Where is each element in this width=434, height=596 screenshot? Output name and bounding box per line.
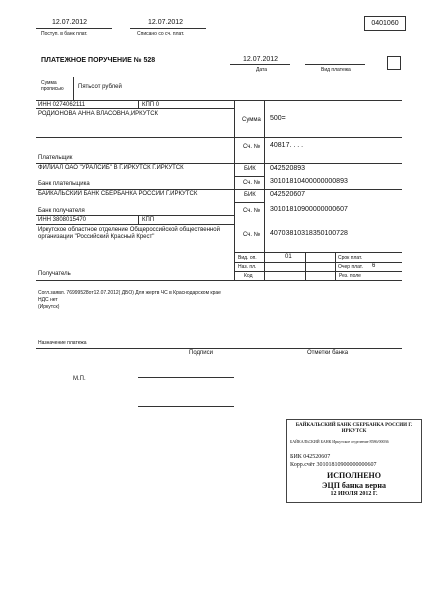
payee-bank-bik-label: БИК (244, 192, 256, 198)
stamp-status: ИСПОЛНЕНО (326, 471, 381, 480)
grid-line-6 (36, 215, 234, 216)
debited-date: 12.07.2012 (148, 19, 184, 26)
stamp-ecp: ЭЦП банка верна (322, 481, 386, 490)
grid-vline-left (234, 100, 235, 280)
received-date-line (36, 28, 112, 29)
purpose-code-label: Наз. пл. (238, 264, 257, 270)
received-label: Поступ. в банк плат. (41, 31, 88, 37)
payer-bank-account-value: 30101810400000000893 (270, 178, 348, 185)
grid-line-3 (36, 137, 402, 138)
mp-label: М.П. (73, 376, 86, 382)
payee-name-2: организации "Российский Красный Крест" (38, 234, 155, 240)
payer-bank-bik-label: БИК (244, 166, 256, 172)
signatures-label: Подписи (189, 350, 213, 356)
purpose-line-1: Согл.заявл. 76999528от12.07.2012( ДБО) Для жертв ЧС в Краснодарском крае (38, 290, 221, 296)
form-code-box: 0401060 (364, 16, 406, 31)
op-type-label: Вид. оп. (238, 255, 257, 261)
order-date-line (230, 64, 290, 65)
payer-bank-label: Банк плательщика (38, 181, 90, 187)
reserve-label: Рез. поле (339, 273, 361, 279)
stamp-bik: БИК 042520607 (290, 454, 331, 460)
payer-kpp: КПП 0 (142, 102, 160, 108)
checkbox-square (387, 56, 401, 70)
codes-line-2 (234, 262, 402, 263)
codes-line-3 (234, 271, 402, 272)
signature-line-2 (138, 406, 234, 407)
sum-row-line (234, 137, 264, 138)
payee-bank-account-label: Сч. № (243, 208, 261, 214)
priority-label: Очер плат. (338, 264, 363, 270)
grid-line-4 (36, 163, 402, 164)
grid-line-5 (36, 189, 402, 190)
bik1-row-line (234, 176, 264, 177)
payer-inn: ИНН 0274062111 (38, 102, 86, 108)
payee-account-value: 40703810318350100728 (270, 230, 348, 237)
op-type-value: 01 (285, 254, 292, 260)
purpose-line-3: (Иркутск) (38, 304, 60, 310)
payer-bank-account-label: Сч. № (243, 180, 261, 186)
stamp-account: Корр.счёт 30101810900000000607 (290, 462, 377, 468)
codes-top-line (234, 252, 402, 253)
purpose-line-2: НДС нет (38, 297, 58, 303)
grid-vline-mid (264, 100, 265, 280)
stamp-line-1: БАЙКАЛЬСКИЙ БАНК СБЕРБАНКА РОССИИ Г. (295, 423, 413, 428)
order-date-label: Дата (256, 67, 268, 73)
code-label: Код (244, 273, 253, 279)
amount-words-value: Пятьсот рублей (78, 84, 122, 90)
payee-kpp: КПП (142, 217, 155, 223)
grid-vline-kpp2 (138, 215, 139, 224)
payee-bank-name: БАЙКАЛЬСКИЙ БАНК СБЕРБАНКА РОССИИ Г.ИРКУТСК (38, 191, 198, 197)
payee-inn: ИНН 3808015470 (38, 217, 87, 223)
payee-label: Получатель (38, 271, 71, 277)
payer-account-label: Сч. № (243, 144, 261, 150)
amount-words-label: Сумма (41, 80, 57, 86)
debited-date-line (130, 28, 206, 29)
stamp-line-2: ИРКУТСК (341, 429, 367, 434)
payment-type-label: Вид платежа (321, 67, 351, 73)
page-title: ПЛАТЕЖНОЕ ПОРУЧЕНИЕ № 528 (41, 57, 156, 64)
due-label: Срок плат. (338, 255, 363, 261)
amount-words-divider (73, 77, 74, 100)
payer-bank-name: ФИЛИАЛ ОАО "УРАЛСИБ" В Г.ИРКУТСК Г.ИРКУТСК (38, 165, 184, 171)
bik2-row-line (234, 202, 264, 203)
debited-label: Списано со сч. плат. (137, 31, 185, 37)
payer-sum-label: Сумма (242, 117, 261, 123)
payee-account-label: Сч. № (243, 232, 261, 238)
stamp-date: 12 ИЮЛЯ 2012 Г. (330, 491, 378, 497)
purpose-bottom-line (36, 348, 402, 349)
payee-name-1: Иркутское областное отделение Общероссийской общественной (38, 227, 220, 233)
payer-label: Плательщик (38, 155, 73, 161)
payer-name: РОДИОНОВА АННА ВЛАСОВНА,ИРКУТСК (38, 111, 159, 117)
codes-vline-2 (335, 252, 336, 280)
grid-line-8 (36, 280, 402, 281)
grid-line-1 (36, 100, 402, 101)
payee-bank-account-value: 30101810900000000607 (270, 206, 348, 213)
stamp-line-3: БАЙКАЛЬСКИЙ БАНК Иркутское отделение 8586/00036 (290, 439, 389, 444)
bank-marks-label: Отметки банка (307, 350, 349, 356)
bank-stamp (286, 419, 422, 503)
priority-value: 6 (372, 263, 376, 269)
codes-vline-1 (305, 252, 306, 280)
grid-vline-kpp (138, 100, 139, 108)
grid-line-7 (36, 224, 234, 225)
payer-account-value: 40817. . . . (270, 142, 304, 149)
received-date: 12.07.2012 (52, 19, 88, 26)
order-date: 12.07.2012 (243, 56, 279, 63)
payee-bank-label: Банк получателя (38, 208, 85, 214)
amount-words-label-2: прописью (41, 86, 64, 92)
purpose-label: Назначение платежа (38, 340, 87, 346)
payment-type-line (305, 64, 365, 65)
payer-bank-bik-value: 042520893 (270, 165, 306, 172)
signature-line-1 (138, 377, 234, 378)
payer-sum-value: 500= (270, 115, 286, 122)
payee-bank-bik-value: 042520607 (270, 191, 306, 198)
